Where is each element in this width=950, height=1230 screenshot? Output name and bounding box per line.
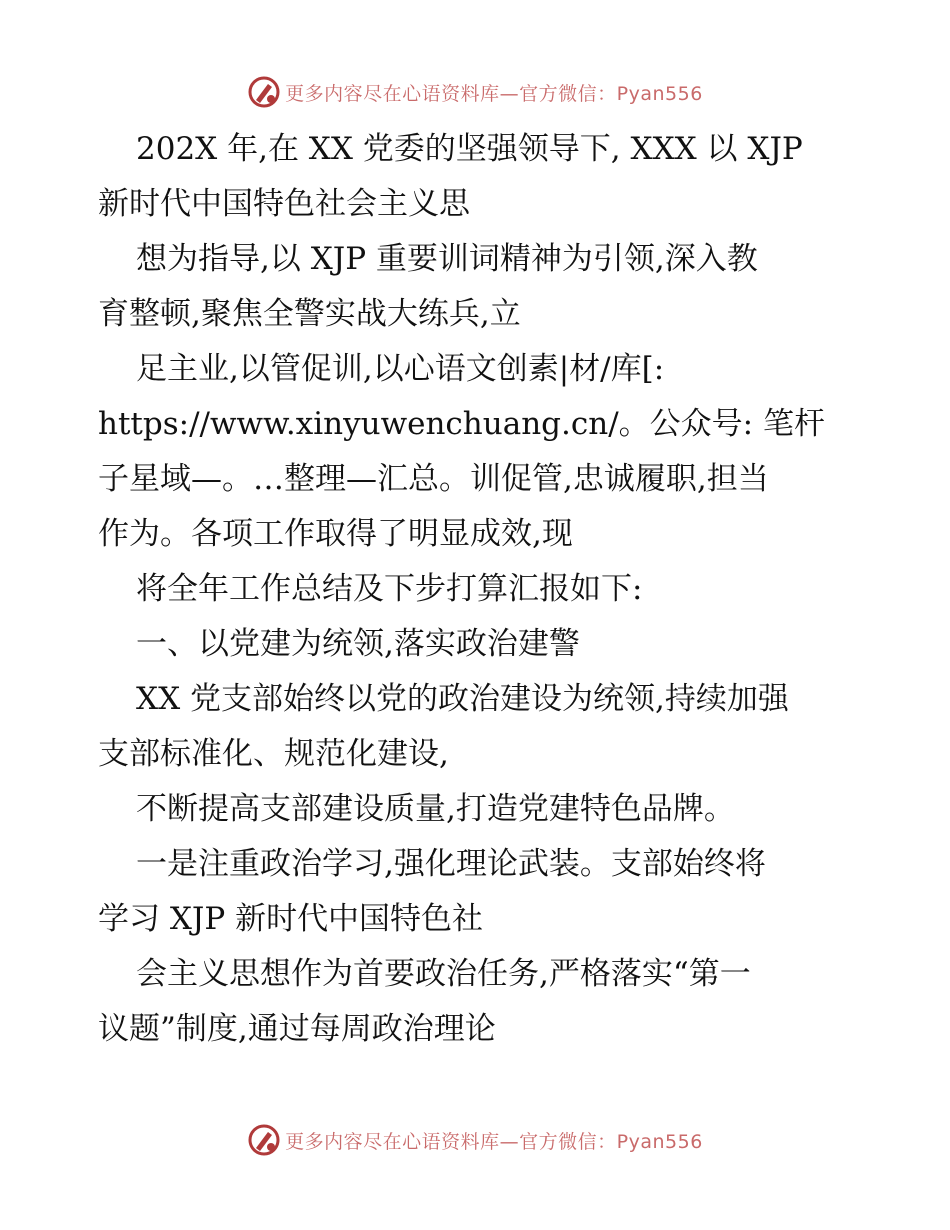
body-line: 议题”制度,通过每周政治理论 [98, 1011, 496, 1047]
body-line: 会主义思想作为首要政治任务,严格落实“第一 [136, 956, 751, 992]
body-line: 育整顿,聚焦全警实战大练兵,立 [98, 296, 521, 332]
body-line: https://www.xinyuwenchuang.cn/。公众号: 笔杆 [98, 406, 825, 442]
header-watermark [0, 72, 950, 112]
body-line: 不断提高支部建设质量,打造党建特色品牌。 [136, 791, 735, 827]
body-line: 202X 年,在 XX 党委的坚强领导下, XXX 以 XJP [136, 131, 803, 167]
watermark-text: 更多内容尽在心语资料库—官方微信：Pyan556 [285, 1130, 703, 1153]
pen-seal-icon [247, 1123, 281, 1157]
body-line: 作为。各项工作取得了明显成效,现 [98, 516, 573, 552]
footer-watermark [0, 1120, 950, 1160]
pen-seal-icon [247, 75, 281, 109]
body-line: 将全年工作总结及下步打算汇报如下: [136, 571, 643, 607]
document-body [98, 122, 878, 1057]
section-heading: 一、以党建为统领,落实政治建警 [136, 626, 580, 662]
body-line: 子星域—。…整理—汇总。训促管,忠诚履职,担当 [98, 461, 769, 497]
body-line: 学习 XJP 新时代中国特色社 [98, 901, 484, 937]
body-line: 一是注重政治学习,强化理论武装。支部始终将 [136, 846, 766, 882]
watermark-text: 更多内容尽在心语资料库—官方微信：Pyan556 [285, 82, 703, 105]
body-line: 想为指导,以 XJP 重要训词精神为引领,深入教 [136, 241, 758, 277]
body-line: 新时代中国特色社会主义思 [98, 186, 470, 222]
body-line: 支部标准化、规范化建设, [98, 736, 449, 772]
body-line: XX 党支部始终以党的政治建设为统领,持续加强 [136, 681, 789, 717]
body-line: 足主业,以管促训,以心语文创素|材/库[: [136, 351, 665, 387]
